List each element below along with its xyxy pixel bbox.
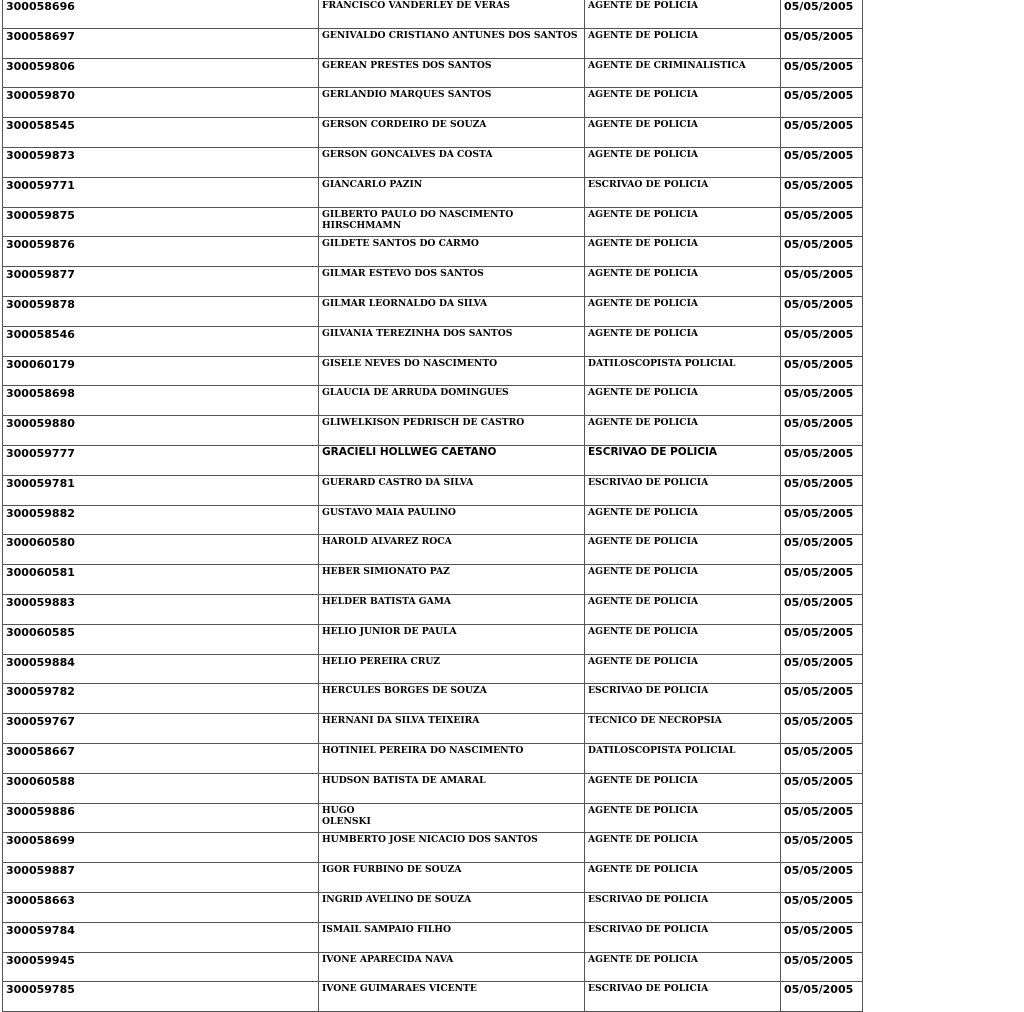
registration-number: 300059870 [3,88,319,118]
employee-name: GLIWELKISON PEDRISCH DE CASTRO [319,416,585,446]
employee-name: GUERARD CASTRO DA SILVA [319,475,585,505]
table-row [3,147,863,177]
date-value: 05/05/2005 [781,654,863,684]
employee-name: HEBER SIMIONATO PAZ [319,565,585,595]
employee-name: HERCULES BORGES DE SOUZA [319,684,585,714]
registration-number: 300059945 [3,952,319,982]
job-title: DATILOSCOPISTA POLICIAL [585,356,781,386]
employee-name: GILVANIA TEREZINHA DOS SANTOS [319,326,585,356]
employee-name: IVONE APARECIDA NAVA [319,952,585,982]
registration-number: 300060585 [3,624,319,654]
table-row [3,922,863,952]
table-row [3,177,863,207]
job-title: AGENTE DE POLICIA [585,267,781,297]
registration-number: 300059882 [3,505,319,535]
employee-name: GILMAR ESTEVO DOS SANTOS [319,267,585,297]
date-value: 05/05/2005 [781,803,863,833]
table-row [3,803,863,833]
employee-name: HUGO OLENSKI [319,803,585,833]
registration-number: 300059875 [3,207,319,237]
table-row [3,386,863,416]
job-title: AGENTE DE POLICIA [585,88,781,118]
table-row [3,654,863,684]
job-title: AGENTE DE POLICIA [585,594,781,624]
job-title: AGENTE DE POLICIA [585,803,781,833]
employee-name: HELIO JUNIOR DE PAULA [319,624,585,654]
table-row [3,833,863,863]
table-row [3,565,863,595]
employee-name: GRACIELI HOLLWEG CAETANO [319,445,585,475]
employee-name: GIANCARLO PAZIN [319,177,585,207]
table-row [3,445,863,475]
date-value: 05/05/2005 [781,326,863,356]
table-row [3,743,863,773]
date-value: 05/05/2005 [781,535,863,565]
date-value: 05/05/2005 [781,833,863,863]
job-title: AGENTE DE POLICIA [585,863,781,893]
registration-number: 300059771 [3,177,319,207]
employee-name: GISELE NEVES DO NASCIMENTO [319,356,585,386]
personnel-table [2,0,863,1012]
employee-name: HUMBERTO JOSE NICACIO DOS SANTOS [319,833,585,863]
job-title: AGENTE DE POLICIA [585,624,781,654]
registration-number: 300058546 [3,326,319,356]
table-row [3,982,863,1012]
table-row [3,0,863,28]
job-title: AGENTE DE POLICIA [585,147,781,177]
date-value: 05/05/2005 [781,296,863,326]
job-title: AGENTE DE POLICIA [585,0,781,28]
registration-number: 300060179 [3,356,319,386]
table-row [3,237,863,267]
registration-number: 300060580 [3,535,319,565]
employee-name: HAROLD ALVAREZ ROCA [319,535,585,565]
registration-number: 300059777 [3,445,319,475]
job-title: AGENTE DE POLICIA [585,565,781,595]
registration-number: 300058696 [3,0,319,28]
registration-number: 300059878 [3,296,319,326]
date-value: 05/05/2005 [781,207,863,237]
date-value: 05/05/2005 [781,475,863,505]
date-value: 05/05/2005 [781,982,863,1012]
date-value: 05/05/2005 [781,773,863,803]
employee-name: GEREAN PRESTES DOS SANTOS [319,58,585,88]
registration-number: 300059781 [3,475,319,505]
table-row [3,952,863,982]
employee-name: FRANCISCO VANDERLEY DE VERAS [319,0,585,28]
table-row [3,356,863,386]
job-title: AGENTE DE POLICIA [585,296,781,326]
date-value: 05/05/2005 [781,922,863,952]
table-row [3,475,863,505]
job-title: ESCRIVAO DE POLICIA [585,475,781,505]
date-value: 05/05/2005 [781,743,863,773]
employee-name: GILDETE SANTOS DO CARMO [319,237,585,267]
table-row [3,28,863,58]
job-title: TECNICO DE NECROPSIA [585,714,781,744]
employee-name: GERSON CORDEIRO DE SOUZA [319,118,585,148]
employee-name: GERSON GONCALVES DA COSTA [319,147,585,177]
table-row [3,118,863,148]
registration-number: 300059785 [3,982,319,1012]
registration-number: 300059886 [3,803,319,833]
date-value: 05/05/2005 [781,118,863,148]
registration-number: 300058545 [3,118,319,148]
job-title: AGENTE DE POLICIA [585,654,781,684]
date-value: 05/05/2005 [781,952,863,982]
employee-name: HERNANI DA SILVA TEIXEIRA [319,714,585,744]
date-value: 05/05/2005 [781,267,863,297]
table-row [3,296,863,326]
personnel-table-body [3,0,863,1012]
job-title: AGENTE DE POLICIA [585,535,781,565]
employee-name: INGRID AVELINO DE SOUZA [319,892,585,922]
job-title: AGENTE DE POLICIA [585,118,781,148]
date-value: 05/05/2005 [781,624,863,654]
job-title: AGENTE DE POLICIA [585,326,781,356]
registration-number: 300059883 [3,594,319,624]
registration-number: 300060581 [3,565,319,595]
employee-name: IGOR FURBINO DE SOUZA [319,863,585,893]
table-row [3,714,863,744]
date-value: 05/05/2005 [781,386,863,416]
registration-number: 300059876 [3,237,319,267]
employee-name: GLAUCIA DE ARRUDA DOMINGUES [319,386,585,416]
employee-name: GUSTAVO MAIA PAULINO [319,505,585,535]
table-row [3,267,863,297]
registration-number: 300059767 [3,714,319,744]
registration-number: 300059887 [3,863,319,893]
job-title: DATILOSCOPISTA POLICIAL [585,743,781,773]
job-title: ESCRIVAO DE POLICIA [585,445,781,475]
employee-name: GILBERTO PAULO DO NASCIMENTO HIRSCHMAMN [319,207,585,237]
registration-number: 300059784 [3,922,319,952]
table-row [3,863,863,893]
table-row [3,684,863,714]
employee-name: GERLANDIO MARQUES SANTOS [319,88,585,118]
employee-name: ISMAIL SAMPAIO FILHO [319,922,585,952]
job-title: AGENTE DE POLICIA [585,952,781,982]
table-row [3,535,863,565]
table-row [3,892,863,922]
table-row [3,88,863,118]
table-row [3,624,863,654]
table-row [3,416,863,446]
registration-number: 300058698 [3,386,319,416]
employee-name: HOTINIEL PEREIRA DO NASCIMENTO [319,743,585,773]
date-value: 05/05/2005 [781,147,863,177]
table-row [3,594,863,624]
date-value: 05/05/2005 [781,88,863,118]
registration-number: 300058699 [3,833,319,863]
date-value: 05/05/2005 [781,684,863,714]
table-row [3,207,863,237]
registration-number: 300058663 [3,892,319,922]
job-title: AGENTE DE POLICIA [585,833,781,863]
date-value: 05/05/2005 [781,594,863,624]
registration-number: 300059884 [3,654,319,684]
job-title: AGENTE DE POLICIA [585,773,781,803]
date-value: 05/05/2005 [781,505,863,535]
job-title: AGENTE DE POLICIA [585,416,781,446]
date-value: 05/05/2005 [781,0,863,28]
registration-number: 300058697 [3,28,319,58]
job-title: AGENTE DE CRIMINALISTICA [585,58,781,88]
registration-number: 300059880 [3,416,319,446]
date-value: 05/05/2005 [781,28,863,58]
date-value: 05/05/2005 [781,416,863,446]
date-value: 05/05/2005 [781,177,863,207]
employee-name: HELDER BATISTA GAMA [319,594,585,624]
table-row [3,773,863,803]
date-value: 05/05/2005 [781,863,863,893]
table-row [3,505,863,535]
job-title: AGENTE DE POLICIA [585,386,781,416]
registration-number: 300058667 [3,743,319,773]
date-value: 05/05/2005 [781,356,863,386]
date-value: 05/05/2005 [781,58,863,88]
job-title: AGENTE DE POLICIA [585,28,781,58]
registration-number: 300059877 [3,267,319,297]
employee-name: HUDSON BATISTA DE AMARAL [319,773,585,803]
date-value: 05/05/2005 [781,714,863,744]
job-title: ESCRIVAO DE POLICIA [585,684,781,714]
job-title: AGENTE DE POLICIA [585,207,781,237]
job-title: ESCRIVAO DE POLICIA [585,922,781,952]
employee-name: GENIVALDO CRISTIANO ANTUNES DOS SANTOS [319,28,585,58]
job-title: ESCRIVAO DE POLICIA [585,982,781,1012]
table-row [3,58,863,88]
job-title: ESCRIVAO DE POLICIA [585,892,781,922]
date-value: 05/05/2005 [781,565,863,595]
date-value: 05/05/2005 [781,237,863,267]
job-title: ESCRIVAO DE POLICIA [585,177,781,207]
job-title: AGENTE DE POLICIA [585,237,781,267]
employee-name: HELIO PEREIRA CRUZ [319,654,585,684]
date-value: 05/05/2005 [781,892,863,922]
registration-number: 300060588 [3,773,319,803]
job-title: AGENTE DE POLICIA [585,505,781,535]
employee-name: GILMAR LEORNALDO DA SILVA [319,296,585,326]
date-value: 05/05/2005 [781,445,863,475]
table-row [3,326,863,356]
employee-name: IVONE GUIMARAES VICENTE [319,982,585,1012]
registration-number: 300059806 [3,58,319,88]
registration-number: 300059873 [3,147,319,177]
registration-number: 300059782 [3,684,319,714]
